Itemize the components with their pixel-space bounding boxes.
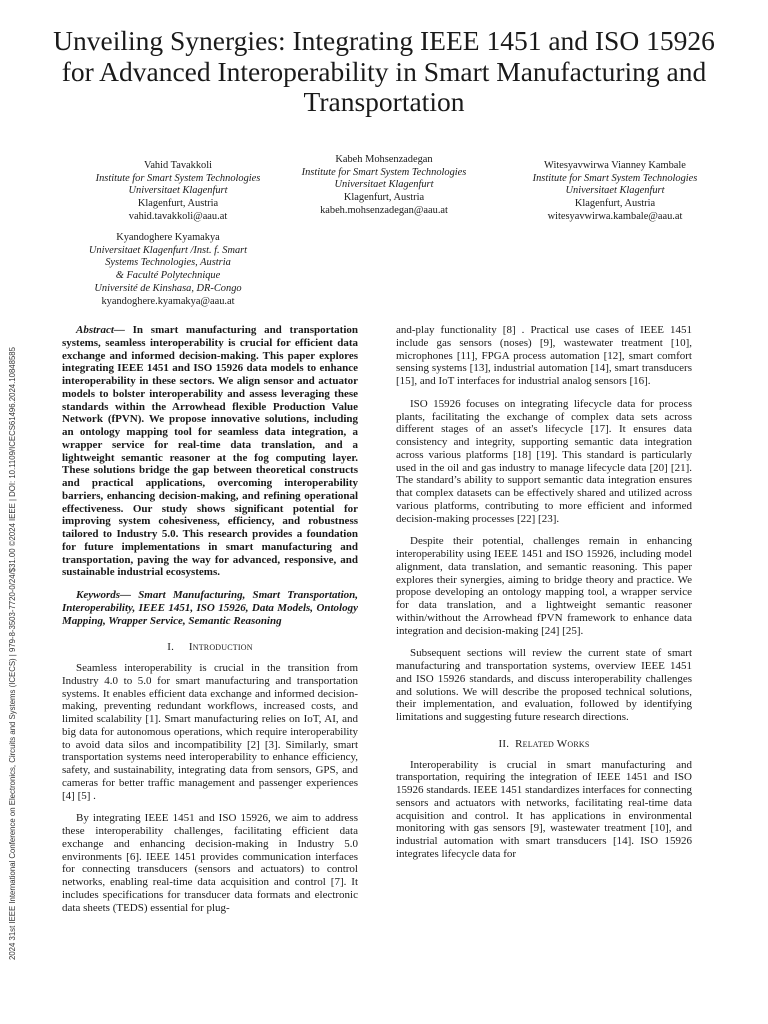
- author-block-4: [68, 232, 268, 308]
- right-column: [396, 324, 692, 871]
- section-title: Introduction: [188, 641, 253, 654]
- paragraph: Subsequent sections will review the current state of smart manufacturing and transportation systems, overview IEEE 1451 and ISO 15926 standards, and discuss interoperability challenges and solutions. We will describe the proposed technical solutions, their implementation, and evaluation, followed by identifying limitations and suggesting future research directions.: [396, 647, 692, 723]
- left-column: [62, 324, 358, 924]
- author-name: Kyandoghere Kyamakya: [116, 232, 220, 243]
- author-location: Klagenfurt, Austria: [137, 198, 219, 210]
- keywords-heading: Keywords—: [76, 589, 131, 601]
- section-heading-introduction: [62, 641, 358, 654]
- author-location: Klagenfurt, Austria: [343, 192, 425, 204]
- abstract: [62, 324, 358, 579]
- author-block-2: [284, 154, 484, 218]
- paragraph: Interoperability is crucial in smart manufacturing and transportation, requiring the integration of IEEE 1451 and ISO 15926 standards. IEEE 1451 standardizes interfaces for connecting sensors and actuators with networks, facilitating real-time data acquisition and control. It has applications in environmental monitoring with gas sensors [9], wastewater treatment [10], and industrial automation with smart transducers [14]. ISO 15926 integrates lifecycle data for: [396, 758, 692, 860]
- paper-title: Unveiling Synergies: Integrating IEEE 1451 and ISO 15926 for Advanced Interoperability in Smart Manufacturing and Transportation: [53, 25, 715, 117]
- author-email: kabeh.mohsenzadegan@aau.at: [320, 204, 448, 216]
- author-email: vahid.tavakkoli@aau.at: [128, 210, 228, 222]
- author-name: Witesyavwirwa Vianney Kambale: [544, 160, 686, 171]
- paragraph: ISO 15926 focuses on integrating lifecycle data for process plants, facilitating the exchange of complex data sets across different stages of an asset's lifecycle [17]. It ensures data consistency and integrity, supporting semantic data integration across various platforms [18] [19]. This standard is particularly used in the oil and gas industry to manage lifecycle data [20] [21]. The standard’s ability to support semantic data integration ensures that complex datasets can be effectively shared and utilized across various platforms, contributing to more efficient and informed decision-making processes [22] [23].: [396, 397, 692, 525]
- section-number: I.: [167, 641, 175, 654]
- abstract-text: In smart manufacturing and transportation systems, seamless interoperability is crucial for efficient data exchange and informed decision-making. This paper explores integrating IEEE 1451 and ISO 15926 data models to enhance interoperability in these sectors. We align sensor and actuator models to bolster interoperability and assess leveraging these standards within the Arrowhead flexible Production Value Network (fPVN). We propose innovative solutions, including an ontology mapping tool for seamless data integration, a wrapper service for real-time data translation, and a lightweight semantic reasoner at the fog computing layer. These solutions bridge the gap between theoretical constructs and practical applications, overcoming interoperability barriers, enhancing decision-making, and refining operational effectiveness. Our study shows significant potential for improving system cohesiveness, efficiency, and robustness tailored to Industry 5.0. This research provides a foundation for future implementations in smart manufacturing and transportation, paving the way for advanced, responsive, and sustainable industrial ecosystems.: [62, 324, 358, 579]
- paragraph: Despite their potential, challenges remain in enhancing interoperability using IEEE 1451 and ISO 15926, including model alignment, data translation, and semantic reasoning. This paper explores their synergies, aiming to bridge theory and practice. We propose developing an ontology mapping tool, a wrapper service for data translation, and a lightweight semantic reasoner within/without the Arrowhead fPVN framework to enhance data integration and decision-making [24] [25].: [396, 535, 692, 637]
- author-affiliation: Universitaet Klagenfurt: [128, 185, 228, 197]
- author-location: Klagenfurt, Austria: [574, 198, 656, 210]
- author-affiliation: Universitaet Klagenfurt /Inst. f. Smart: [88, 244, 248, 256]
- author-block-3: [515, 160, 715, 224]
- author-affiliation: Systems Technologies, Austria: [105, 257, 231, 269]
- section-number: II.: [498, 737, 510, 750]
- author-block-1: [78, 160, 278, 224]
- keywords: [62, 589, 358, 627]
- paragraph: Seamless interoperability is crucial in the transition from Industry 4.0 to 5.0 for smart manufacturing and transportation systems. It enables efficient data exchange and informed decision-making, preventing redundant workflows, increased costs, and limited scalability [1]. Smart manufacturing relies on IoT, AI, and big data for autonomous operations, which require interoperability to avoid data silos and incompatibility [2] [3]. Similarly, smart transportation systems need interoperability to enhance efficiency, safety, and sustainability, integrating data from sensors, GPS, and cameras for better traffic management and passenger experiences [4] [5] .: [62, 662, 358, 802]
- section-heading-related-works: [396, 738, 692, 751]
- author-affiliation: Institute for Smart System Technologies: [532, 172, 698, 184]
- author-affiliation: Université de Kinshasa, DR-Congo: [94, 282, 242, 294]
- author-affiliation: Universitaet Klagenfurt: [334, 179, 434, 191]
- section-title: Related Works: [515, 737, 590, 750]
- abstract-heading: Abstract—: [76, 324, 125, 336]
- keywords-text: Smart Manufacturing, Smart Transportation, Interoperability, IEEE 1451, ISO 15926, Data Models, Ontology Mapping, Wrapper Service, Semantic Reasoning: [62, 589, 358, 627]
- author-email: witesyavwirwa.kambale@aau.at: [547, 210, 683, 222]
- author-affiliation: Institute for Smart System Technologies: [301, 166, 467, 178]
- author-affiliation: & Faculté Polytechnique: [115, 270, 221, 282]
- author-name: Kabeh Mohsenzadegan: [335, 154, 433, 165]
- paragraph: and-play functionality [8] . Practical use cases of IEEE 1451 include gas sensors (noses) [9], wastewater treatment [10], microphones [11], FPGA process automation [12], smart comfort sensing systems [13], industrial automation [14], smart transducers [15], and IoT interfaces for industrial analog sensors [16].: [396, 324, 692, 387]
- author-affiliation: Institute for Smart System Technologies: [95, 172, 261, 184]
- conference-sidenote: 2024 31st IEEE International Conference on Electronics, Circuits and Systems (ICECS) | 979-8-3503-7720-0/24/$31.00 ©2024 IEEE | DOI: 10.1109/ICECS61496.2024.10848585: [8, 347, 17, 960]
- author-name: Vahid Tavakkoli: [143, 160, 213, 171]
- author-email: kyandoghere.kyamakya@aau.at: [101, 295, 235, 307]
- author-affiliation: Universitaet Klagenfurt: [565, 185, 665, 197]
- paragraph: By integrating IEEE 1451 and ISO 15926, we aim to address these interoperability challenges, facilitating efficient data exchange and enhancing decision-making in Industry 5.0 environments [6]. IEEE 1451 provides communication interfaces for connecting transducers (sensors and actuators) to control networks, enabling real-time data acquisition and control [7]. It includes specifications for transducer data formats and electronic data sheets (TEDS) essential for plug-: [62, 812, 358, 914]
